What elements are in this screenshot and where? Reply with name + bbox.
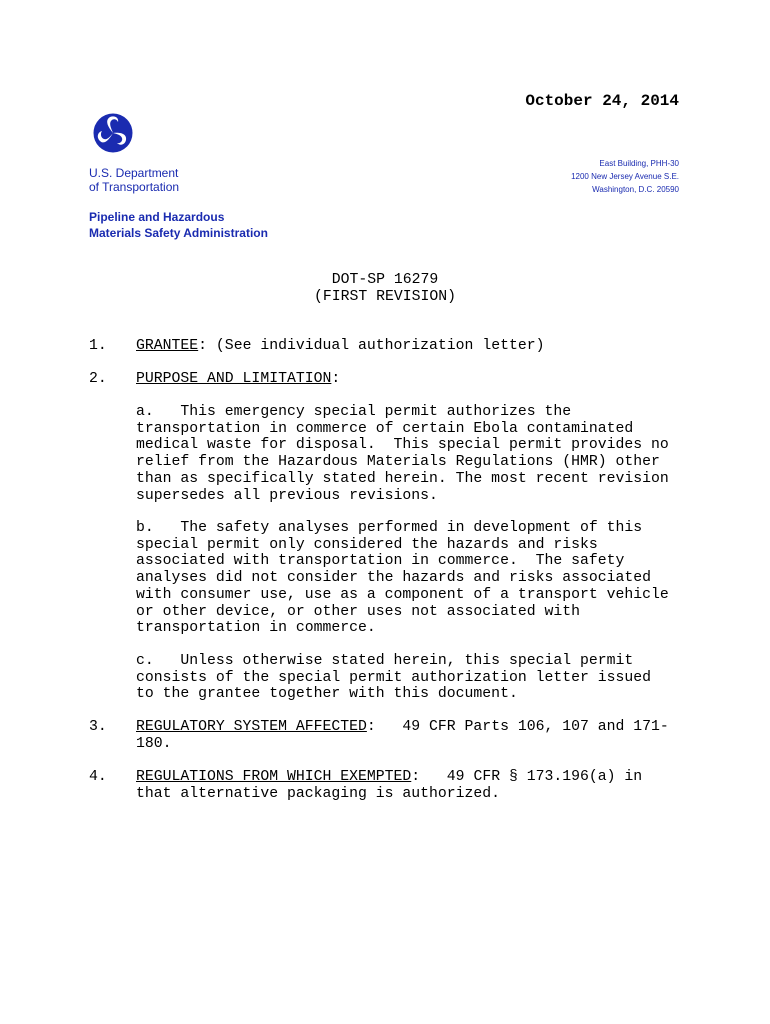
section-text: : 49 CFR Parts 106, 107 and 171- 180. xyxy=(136,719,669,752)
section-text: : (See individual authorization letter) xyxy=(198,338,545,354)
section-number: 3. xyxy=(89,719,107,735)
paragraph-a: a. This emergency special permit authorizes the transportation in commerce of certain Ebola contaminated medical waste for disposal. This special permit provides no relief from the Hazardous Materials Regulations (HMR) other than as specifically stated herein. The most recent revision supersedes all previous revisions. xyxy=(136,404,669,504)
section-colon: : xyxy=(331,371,341,387)
section-heading: REGULATIONS FROM WHICH EXEMPTED xyxy=(136,769,412,785)
section-heading: REGULATORY SYSTEM AFFECTED xyxy=(136,719,367,735)
department-name: U.S. Department of Transportation xyxy=(89,166,180,194)
permit-title xyxy=(0,272,770,305)
administration-name: Pipeline and Hazardous Materials Safety Administration xyxy=(89,210,268,240)
paragraph-b: b. The safety analyses performed in development of this special permit only considered the hazards and risks associated with transportation in commerce. The safety analyses did not consider the hazards and risks associated with consumer use, use as a component of a transport vehicle or other device, or other uses not associated with transportation in commerce. xyxy=(136,520,669,637)
section-heading: PURPOSE AND LIMITATION xyxy=(136,371,332,387)
section-number: 4. xyxy=(89,769,107,785)
office-address: East Building, PHH-30 1200 New Jersey Avenue S.E. Washington, D.C. 20590 xyxy=(571,159,679,194)
section-number: 2. xyxy=(89,371,107,387)
dot-logo-icon xyxy=(93,113,133,153)
section-text: : 49 CFR § 173.196(a) in that alternative packaging is authorized. xyxy=(136,769,643,802)
permit-number: DOT-SP 16279 xyxy=(331,272,439,288)
section-heading: GRANTEE xyxy=(136,338,199,354)
permit-revision: (FIRST REVISION) xyxy=(313,288,457,305)
paragraph-c: c. Unless otherwise stated herein, this special permit consists of the special permit authorization letter issued to the grantee together with this document. xyxy=(136,653,652,703)
document-date: October 24, 2014 xyxy=(525,92,679,110)
section-number: 1. xyxy=(89,338,107,354)
